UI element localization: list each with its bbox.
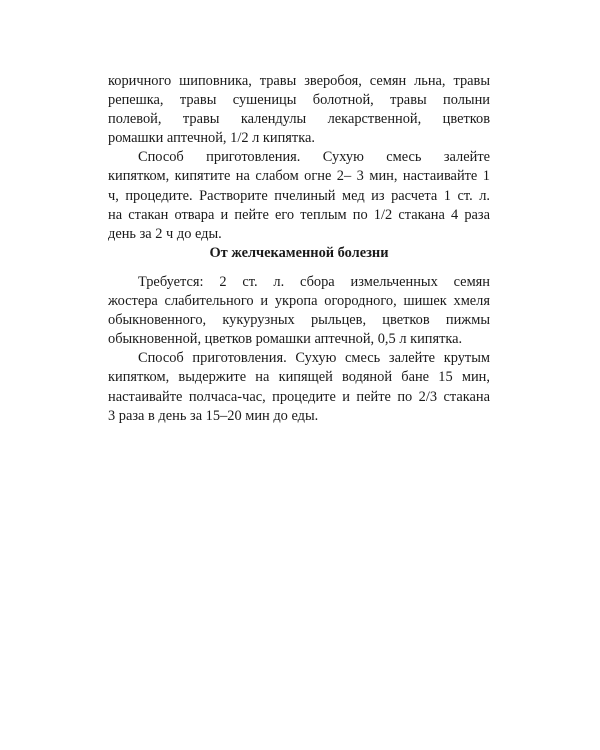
text-line: кипятком, выдержите на кипящей водяной бане 15 мин, [108, 369, 490, 386]
paragraph-first-line: Способ приготовления. Сухую смесь залейте крутым [138, 350, 490, 367]
paragraph-first-line: Способ приготовления. Сухую смесь залейте [138, 149, 490, 166]
section-heading: От желчекаменной болезни [209, 245, 389, 261]
text-line: репешка, травы сушеницы болотной, травы полыни [108, 92, 490, 109]
text-line: полевой, травы календулы лекарственной, цветков [108, 111, 490, 128]
text-line: ромашки аптечной, 1/2 л кипятка. [108, 130, 315, 147]
text-line: обыкновенной, цветков ромашки аптечной, 0,5 л кипятка. [108, 331, 463, 348]
recipe-text-section-2 [108, 273, 490, 426]
text-line: на стакан отвара и пейте его теплым по 1/2 стакана 4 раза [108, 206, 490, 223]
text-line: кипятком, кипятите на слабом огне 2– 3 мин, настаивайте 1 [108, 168, 490, 185]
recipe-text-section-1 [108, 72, 490, 244]
text-line: 3 раза в день за 15–20 мин до еды. [108, 407, 319, 424]
text-line: обыкновенного, кукурузных рыльцев, цветков пижмы [108, 312, 490, 329]
text-line: коричного шиповника, травы зверобоя, семян льна, травы [108, 73, 490, 89]
text-line: день за 2 ч до еды. [108, 225, 222, 242]
text-line: ч, процедите. Растворите пчелиный мед из расчета 1 ст. л. [108, 187, 490, 204]
text-line: настаивайте полчаса-час, процедите и пейте по 2/3 стакана [108, 388, 490, 405]
text-line: жостера слабительного и укропа огородного, шишек хмеля [108, 293, 490, 310]
paragraph-first-line: Требуется: 2 ст. л. сбора измельченных семян [138, 274, 490, 290]
